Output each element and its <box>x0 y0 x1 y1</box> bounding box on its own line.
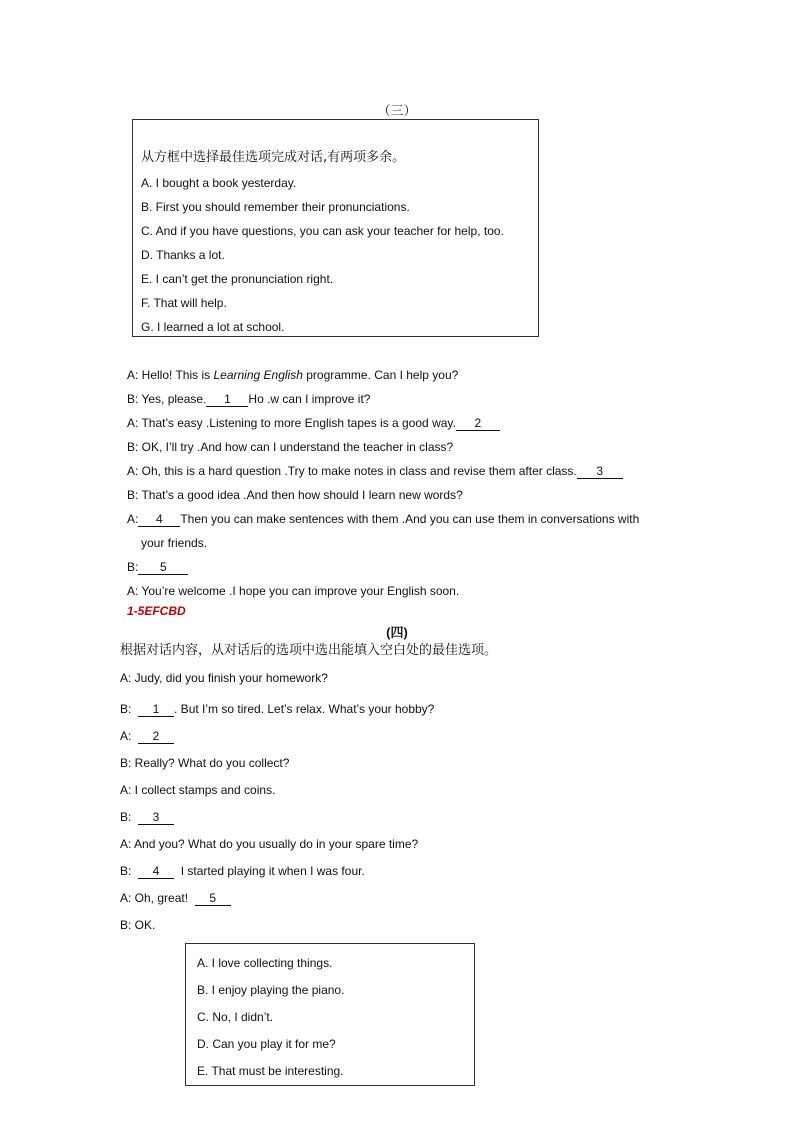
dialogue-text: A: Hello! This is <box>127 368 214 382</box>
dialogue-3-line-1 <box>127 367 458 383</box>
dialogue-3-line-8 <box>127 559 188 575</box>
dialogue-3-line-4: B: OK, I’ll try .And how can I understand the teacher in class? <box>127 440 454 454</box>
option-3-d: D. Thanks a lot. <box>141 248 225 262</box>
blank-3-5[interactable]: 5 <box>138 560 188 575</box>
dialogue-4-line-8 <box>120 863 365 879</box>
option-4-a: A. I love collecting things. <box>197 956 333 970</box>
dialogue-text: A: Oh, great! <box>120 891 189 905</box>
option-3-c: C. And if you have questions, you can ask your teacher for help, too. <box>141 224 504 238</box>
blank-4-5[interactable]: 5 <box>195 891 231 906</box>
dialogue-3-line-9: A: You’re welcome .I hope you can improve your English soon. <box>127 584 460 598</box>
option-3-b: B. First you should remember their pronunciations. <box>141 200 410 214</box>
blank-3-1[interactable]: 1 <box>206 392 248 407</box>
dialogue-text: . But I’m so tired. Let’s relax. What’s your hobby? <box>174 702 435 716</box>
dialogue-4-line-2 <box>120 701 434 717</box>
option-4-d: D. Can you play it for me? <box>197 1037 336 1051</box>
blank-3-2[interactable]: 2 <box>456 416 500 431</box>
dialogue-3-line-5 <box>127 463 623 479</box>
section-4-instruction: 根据对话内容，从对话后的选项中选出能填入空白处的最佳选项。 <box>120 643 498 658</box>
blank-3-4[interactable]: 4 <box>138 512 180 527</box>
dialogue-3-line-7 <box>127 511 639 527</box>
dialogue-3-line-7-cont: your friends. <box>141 536 208 550</box>
dialogue-text: programme. Can I help you? <box>302 368 459 382</box>
option-3-g: G. I learned a lot at school. <box>141 320 285 334</box>
option-3-a: A. I bought a book yesterday. <box>141 176 297 190</box>
dialogue-4-line-9 <box>120 890 231 906</box>
dialogue-4-line-10: B: OK. <box>120 918 156 932</box>
section-3-title: （三） <box>377 103 417 118</box>
dialogue-text: A: <box>127 512 139 526</box>
dialogue-text: Then you can make sentences with them .And you can use them in conversations with <box>180 512 640 526</box>
dialogue-3-line-3 <box>127 415 500 431</box>
dialogue-3-line-2 <box>127 391 370 407</box>
dialogue-text: B: <box>127 560 139 574</box>
blank-4-2[interactable]: 2 <box>138 729 174 744</box>
dialogue-text: A: Oh, this is a hard question .Try to make notes in class and revise them after class. <box>127 464 577 478</box>
option-4-e: E. That must be interesting. <box>197 1064 344 1078</box>
option-3-e: E. I can’t get the pronunciation right. <box>141 272 334 286</box>
programme-name: Learning English <box>213 368 303 382</box>
section-4-title: (四) <box>386 625 408 640</box>
section-3-instruction: 从方框中选择最佳选项完成对话,有两项多余。 <box>141 150 406 165</box>
dialogue-4-line-3 <box>120 728 174 744</box>
blank-4-3[interactable]: 3 <box>138 810 174 825</box>
dialogue-text: A: <box>120 729 132 743</box>
option-4-b: B. I enjoy playing the piano. <box>197 983 345 997</box>
dialogue-4-line-6 <box>120 809 174 825</box>
dialogue-4-line-1: A: Judy, did you finish your homework? <box>120 671 328 685</box>
dialogue-text: Ho .w can I improve it? <box>248 392 371 406</box>
option-3-f: F. That will help. <box>141 296 227 310</box>
dialogue-4-line-7: A: And you? What do you usually do in your spare time? <box>120 837 419 851</box>
dialogue-4-line-5: A: I collect stamps and coins. <box>120 783 276 797</box>
blank-4-1[interactable]: 1 <box>138 702 174 717</box>
dialogue-text: I started playing it when I was four. <box>180 864 365 878</box>
option-4-c: C. No, I didn’t. <box>197 1010 274 1024</box>
dialogue-text: B: <box>120 864 132 878</box>
dialogue-text: A: That’s easy .Listening to more English tapes is a good way. <box>127 416 456 430</box>
dialogue-text: B: <box>120 810 132 824</box>
dialogue-4-line-4: B: Really? What do you collect? <box>120 756 290 770</box>
blank-4-4[interactable]: 4 <box>138 864 174 879</box>
dialogue-text: B: <box>120 702 132 716</box>
dialogue-text: B: Yes, please. <box>127 392 207 406</box>
answer-key-3: 1-5EFCBD <box>127 604 186 618</box>
blank-3-3[interactable]: 3 <box>577 464 623 479</box>
dialogue-3-line-6: B: That’s a good idea .And then how should I learn new words? <box>127 488 463 502</box>
